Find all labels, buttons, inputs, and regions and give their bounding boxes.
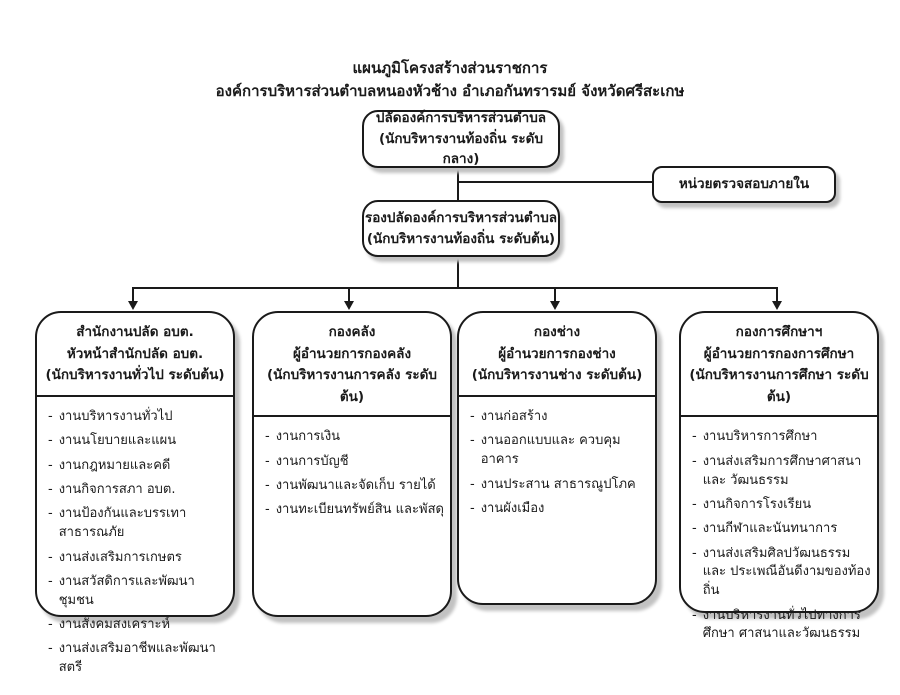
list-item: [265, 453, 444, 472]
node-title: ปลัดองค์การบริหารส่วนตำบล: [375, 109, 547, 126]
list-item-text: งานกฎหมายและคดี: [58, 457, 171, 473]
department-task-list: [254, 417, 450, 533]
node-dept-office-of-chief: [35, 311, 235, 676]
list-item: [48, 457, 227, 476]
list-item: [692, 520, 871, 539]
bullet-dash: -: [692, 607, 697, 623]
node-level: (นักบริหารงานท้องถิ่น ระดับกลาง): [378, 130, 544, 168]
bullet-dash: -: [48, 482, 53, 498]
list-item-text: งานทะเบียนทรัพย์สิน และพัสดุ: [275, 502, 444, 518]
bullet-dash: -: [265, 429, 270, 445]
bullet-dash: -: [692, 496, 697, 512]
list-item: [48, 432, 227, 451]
list-item-text: งานบริหารงานทั่วไป: [58, 409, 173, 424]
department-header: [459, 313, 655, 397]
bullet-dash: -: [470, 409, 475, 424]
list-item-text: งานสังคมสงเคราะห์: [58, 617, 171, 633]
connector-to-audit: [459, 181, 653, 183]
list-item: [265, 428, 444, 447]
department-header: [681, 313, 877, 417]
bullet-dash: -: [48, 457, 53, 473]
arrow-down-icon: [550, 301, 560, 310]
department-head-title: ผู้อำนวยการกองคลัง: [292, 345, 412, 362]
bullet-dash: -: [265, 453, 270, 469]
list-item: [48, 616, 227, 635]
node-title: หน่วยตรวจสอบภายใน: [678, 176, 810, 193]
list-item: [48, 481, 227, 500]
list-item-text: งานการบัญชี: [275, 453, 349, 469]
list-item: [470, 500, 649, 519]
list-item: [48, 573, 227, 611]
list-item-text: งานกิจการสภา อบต.: [58, 482, 176, 498]
list-item-text: งานส่งเสริมการศึกษาศาสนาและ วัฒนธรรม: [702, 453, 862, 488]
department-name: กองการศึกษาฯ: [735, 324, 823, 340]
list-item: [48, 549, 227, 568]
bullet-dash: -: [692, 545, 697, 561]
list-item-text: งานกีฬาและนันทนาการ: [702, 521, 838, 537]
bullet-dash: -: [48, 617, 53, 633]
node-internal-audit: [652, 166, 836, 203]
list-item-text: งานกิจการโรงเรียน: [702, 496, 812, 512]
node-dept-education: [679, 311, 879, 642]
department-name: กองคลัง: [328, 324, 376, 340]
list-item-text: งานบริหารงานทั่วไปทางการศึกษา ศาสนาและวัฒนธรรม: [702, 607, 861, 642]
arrow-down-icon: [128, 301, 138, 310]
bullet-dash: -: [48, 549, 53, 565]
connector-drop-1: [132, 287, 134, 302]
list-item-text: งานส่งเสริมอาชีพและพัฒนา สตรี: [58, 641, 216, 676]
bullet-dash: -: [692, 429, 697, 445]
node-title: รองปลัดองค์การบริหารส่วนตำบล: [364, 209, 558, 226]
department-header: [37, 313, 233, 397]
department-head-title: ผู้อำนวยการกองช่าง: [498, 345, 616, 362]
department-head-level: (นักบริหารงานทั่วไป ระดับต้น): [45, 367, 225, 384]
list-item-text: งานการเงิน: [275, 429, 341, 445]
connector-drop-4: [776, 287, 778, 302]
list-item: [470, 408, 649, 427]
list-item-text: งานผังเมือง: [480, 500, 545, 516]
chart-title: แผนภูมิโครงสร้างส่วนราชการ: [352, 59, 548, 77]
department-head-level: (นักบริหารงานการศึกษา ระดับต้น): [689, 367, 869, 405]
bullet-dash: -: [692, 521, 697, 537]
list-item: [48, 505, 227, 543]
bullet-dash: -: [470, 433, 475, 449]
list-item-text: งานป้องกันและบรรเทา สาธารณภัย: [58, 506, 187, 541]
bullet-dash: -: [470, 500, 475, 516]
list-item-text: งานประสาน สาธารณูปโภค: [480, 476, 636, 492]
list-item-text: งานส่งเสริมการเกษตร: [58, 549, 182, 565]
node-level: (นักบริหารงานท้องถิ่น ระดับต้น): [366, 230, 556, 247]
connector-drop-3: [554, 287, 556, 302]
list-item-text: งานก่อสร้าง: [480, 409, 548, 424]
list-item: [470, 432, 649, 470]
bullet-dash: -: [48, 506, 53, 522]
bullet-dash: -: [692, 453, 697, 469]
list-item: [265, 477, 444, 496]
department-name: กองช่าง: [533, 324, 581, 340]
list-item-text: งานส่งเสริมศิลปวัฒนธรรม และ ประเพณีอันดีงามของท้องถิ่น: [702, 545, 871, 599]
list-item: [692, 453, 871, 491]
node-deputy-chief-administrator: [362, 200, 560, 257]
list-item: [48, 408, 227, 427]
bullet-dash: -: [265, 502, 270, 518]
list-item-text: งานบริหารการศึกษา: [702, 429, 818, 445]
node-dept-public-works: [457, 311, 657, 605]
node-dept-finance: [252, 311, 452, 617]
chart-subtitle: องค์การบริหารส่วนตำบลหนองหัวช้าง อำเภอกันทรารมย์ จังหวัดศรีสะเกษ: [215, 82, 685, 100]
bullet-dash: -: [265, 478, 270, 494]
bullet-dash: -: [48, 409, 53, 424]
list-item: [48, 640, 227, 678]
department-head-level: (นักบริหารงานการคลัง ระดับต้น): [267, 367, 437, 405]
bullet-dash: -: [48, 573, 53, 589]
list-item: [692, 496, 871, 515]
list-item: [470, 476, 649, 495]
department-task-list: [681, 417, 877, 657]
list-item: [692, 545, 871, 602]
arrow-down-icon: [344, 301, 354, 310]
list-item-text: งานออกแบบและ ควบคุมอาคาร: [480, 433, 621, 468]
list-item: [692, 607, 871, 645]
connector-drop-2: [348, 287, 350, 302]
list-item: [692, 428, 871, 447]
arrow-down-icon: [772, 301, 782, 310]
list-item-text: งานนโยบายและแผน: [58, 433, 177, 449]
department-head-title: ผู้อำนวยการกองการศึกษา: [703, 345, 855, 362]
bullet-dash: -: [48, 433, 53, 449]
department-task-list: [459, 397, 655, 532]
node-chief-administrator: [362, 110, 560, 168]
department-task-list: [37, 397, 233, 692]
bullet-dash: -: [470, 476, 475, 492]
connector-deputy-to-spine: [457, 252, 459, 289]
department-name: สำนักงานปลัด อบต.: [76, 324, 194, 340]
bullet-dash: -: [48, 641, 53, 657]
department-head-title: หัวหน้าสำนักปลัด อบต.: [66, 345, 204, 362]
connector-spine: [132, 287, 778, 289]
department-head-level: (นักบริหารงานช่าง ระดับต้น): [471, 367, 643, 384]
list-item-text: งานสวัสดิการและพัฒนาชุมชน: [58, 573, 195, 608]
list-item-text: งานพัฒนาและจัดเก็บ รายได้: [275, 478, 436, 494]
list-item: [265, 501, 444, 520]
department-header: [254, 313, 450, 417]
